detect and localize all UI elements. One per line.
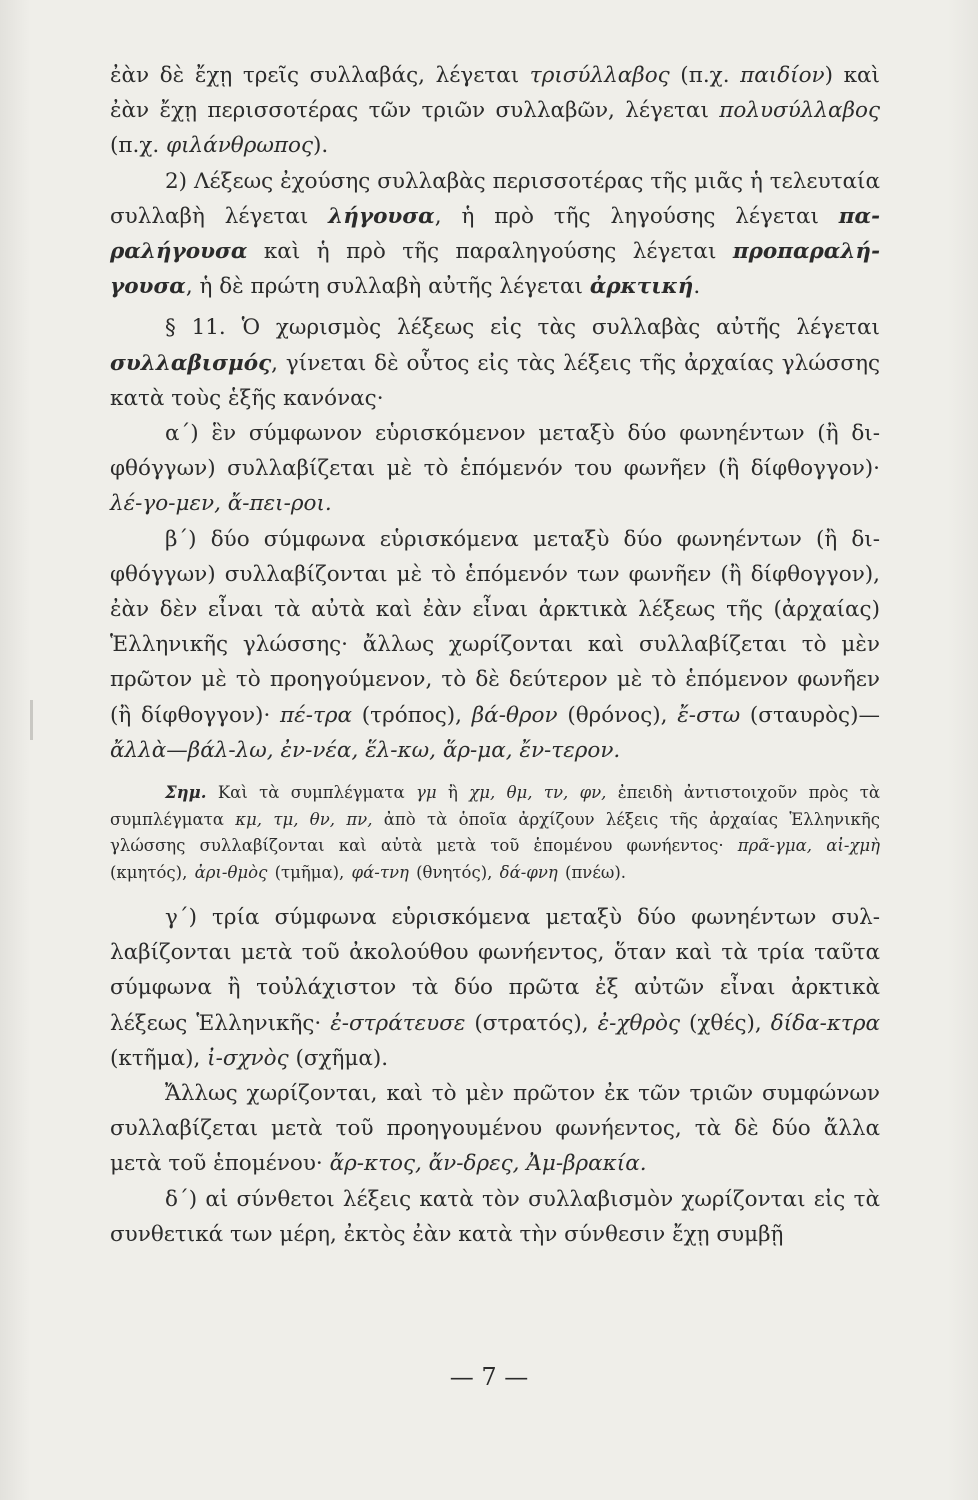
- rule-a: α΄) ἓν σύμφωνον εὑρισκόμενον μεταξὺ δύο φωνηέντων (ἢ διφθόγγων) συλλαβίζεται μὲ τὸ ἑπόμενόν του φωνῆεν (ἢ δίφθογγον)· λέ-γο-μεν, ἄ-πει-ροι.: [110, 421, 880, 517]
- text-column: [110, 58, 880, 1252]
- rule-c-otherwise: Ἄλλως χωρίζονται, καὶ τὸ μὲν πρῶτον ἐκ τῶν τριῶν συμφώνων συλλαβίζεται μετὰ τοῦ προηγουμένου φωνήεντος, τὰ δὲ δύο ἄλλα μετὰ τοῦ ἑπομένου· ἄρ-κτος, ἄν-δρες, Ἀμ-βρακία.: [110, 1081, 880, 1177]
- rule-d: δ΄) αἱ σύνθετοι λέξεις κατὰ τὸν συλλαβισμὸν χωρίζονται εἰς τὰ συνθετικά των μέρη, ἐκτὸς ἐὰν κατὰ τὴν σύνθεσιν ἔχῃ συμβῇ: [110, 1186, 880, 1247]
- paragraph-syllable-names: 2) Λέξεως ἐχούσης συλλαβὰς περισσοτέρας τῆς μιᾶς ἡ τελευταία συλλαβὴ λέγεται λήγουσα, ἡ πρὸ τῆς ληγούσης λέγεται παραλήγουσα καὶ ἡ πρὸ τῆς παραληγούσης λέγεται προπαραλήγουσα, ἡ δὲ πρώτη συλλαβὴ αὐτῆς λέγεται ἀρκτική.: [110, 168, 880, 300]
- paper-mark: [30, 700, 33, 740]
- note-clusters: Σημ. Καὶ τὰ συμπλέγματα γμ ἢ χμ, θμ, τν, φν, ἐπειδὴ ἀντιστοιχοῦν πρὸς τὰ συμπλέγματα κμ, τμ, θν, πν, ἀπὸ τὰ ὁποῖα ἀρχίζουν λέξεις τῆς ἀρχαίας Ἑλληνικῆς γλώσσης συλλαβίζονται καὶ αὐτὰ μετὰ τοῦ ἑπομένου φωνήεντος· πρᾶ-γμα, αἰ-χμὴ (κμητός), ἀρι-θμὸς (τμῆμα), φά-τνη (θνητός), δά-φνη (πνέω).: [110, 783, 881, 882]
- section-11: § 11. Ὁ χωρισμὸς λέξεως εἰς τὰς συλλαβὰς αὐτῆς λέγεται συλλαβισμός, γίνεται δὲ οὗτος εἰς τὰς λέξεις τῆς ἀρχαίας γλώσσης κατὰ τοὺς ἑξῆς κανόνας·: [110, 315, 880, 411]
- page-number: — 7 —: [449, 1363, 529, 1391]
- rule-b: β΄) δύο σύμφωνα εὑρισκόμενα μεταξὺ δύο φωνηέντων (ἢ διφθόγγων) συλλαβίζονται μὲ τὸ ἑπόμενόν των φωνῆεν (ἢ δίφθογγον), ἐὰν δὲν εἶναι τὰ αὐτὰ καὶ ἐὰν εἶναι ἀρκτικὰ λέξεως τῆς (ἀρχαίας) Ἑλληνικῆς γλώσσης· ἄλλως χωρίζονται καὶ συλλαβίζεται τὸ μὲν πρῶτον μὲ τὸ προηγούμενον, τὸ δὲ δεύτερον μὲ τὸ ἑπόμενον φωνῆεν (ἢ δίφθογγον)· πέ-τρα (τρόπος), βά-θρον (θρόνος), ἔ-στω (σταυρὸς)—ἄλλὰ—βάλ-λω, ἐν-νέα, ἕλ-κω, ἅρ-μα, ἔν-τερον.: [110, 526, 880, 763]
- paragraph-syllable-count: ἐὰν δὲ ἔχῃ τρεῖς συλλαβάς, λέγεται τρισύλλαβος (π.χ. παιδίον) καὶ ἐὰν ἔχῃ περισσοτέρας τῶν τριῶν συλλαβῶν, λέγεται πολυσύλλαβος (π.χ. φιλάνθρωπος).: [110, 63, 880, 159]
- rule-c: γ΄) τρία σύμφωνα εὑρισκόμενα μεταξὺ δύο φωνηέντων συλλαβίζονται μετὰ τοῦ ἀκολούθου φωνήεντος, ὅταν καὶ τὰ τρία ταῦτα σύμφωνα ἢ τοὐλάχιστον τὰ δύο πρῶτα ἐξ αὐτῶν εἶναι ἀρκτικὰ λέξεως Ἑλληνικῆς· ἐ-στράτευσε (στρατός), ἐ-χθρὸς (χθές), δίδα-κτρα (κτῆμα), ἰ-σχνὸς (σχῆμα).: [110, 905, 880, 1071]
